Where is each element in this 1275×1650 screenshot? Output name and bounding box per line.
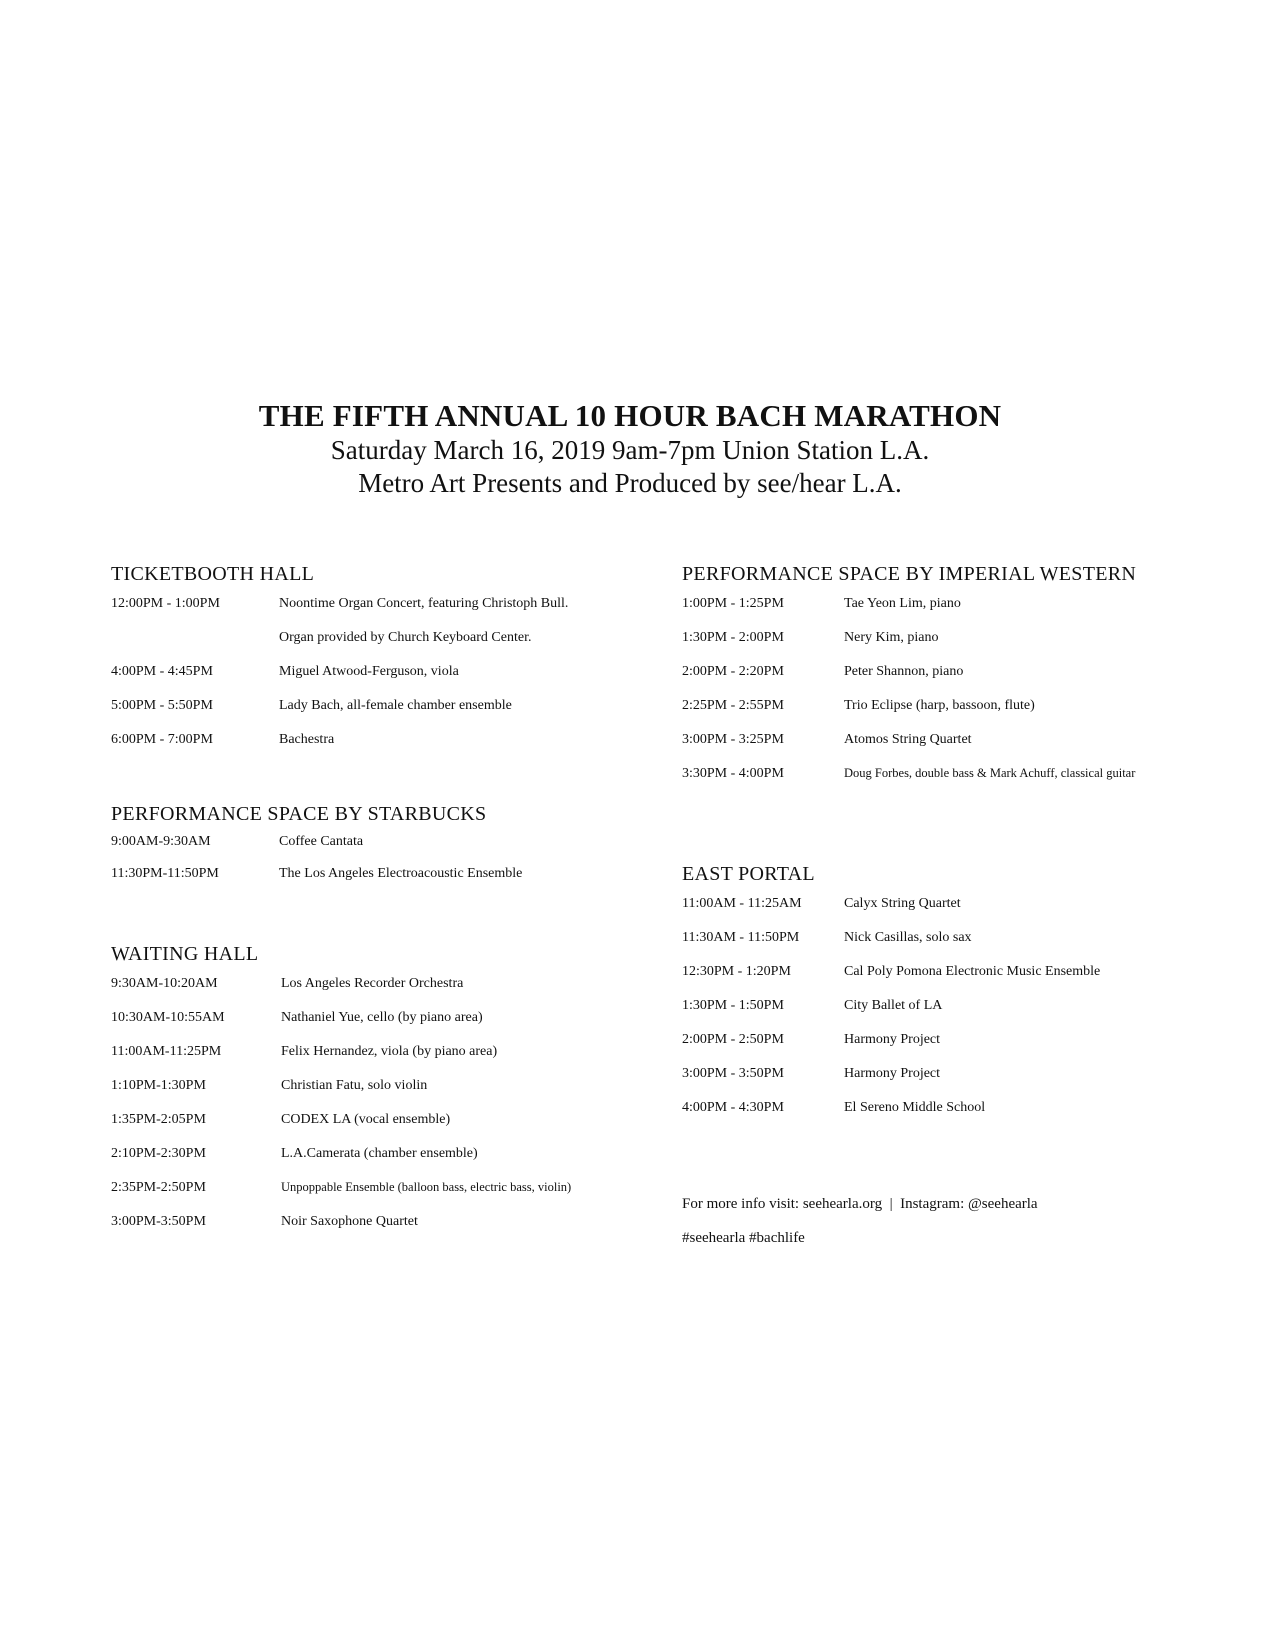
schedule-row <box>111 732 335 766</box>
event-title: THE FIFTH ANNUAL 10 HOUR BACH MARATHON <box>258 398 1002 433</box>
time-slot: 1:10PM-1:30PM <box>111 1078 206 1093</box>
section-title: TICKETBOOTH HALL <box>111 563 315 585</box>
performer: Doug Forbes, double bass & Mark Achuff, classical guitar <box>844 766 1136 780</box>
performer: Los Angeles Recorder Orchestra <box>281 976 464 991</box>
schedule-row <box>682 896 961 930</box>
performer: Harmony Project <box>844 1066 941 1081</box>
performer: Christian Fatu, solo violin <box>281 1078 428 1093</box>
schedule-row <box>111 1044 498 1078</box>
schedule-row <box>682 596 1136 630</box>
schedule-row <box>682 664 1136 698</box>
time-slot: 1:30PM - 2:00PM <box>682 630 784 645</box>
time-slot: 1:00PM - 1:25PM <box>682 596 784 611</box>
performer: Nick Casillas, solo sax <box>844 930 972 945</box>
time-slot: 5:00PM - 5:50PM <box>111 698 213 713</box>
time-slot: 1:35PM-2:05PM <box>111 1112 206 1127</box>
performer: Calyx String Quartet <box>844 896 961 911</box>
section-title: PERFORMANCE SPACE BY STARBUCKS <box>111 803 487 825</box>
schedule-row <box>111 866 523 898</box>
schedule-row <box>111 1214 418 1248</box>
time-slot: 11:30AM - 11:50PM <box>682 930 800 945</box>
time-slot: 1:30PM - 1:50PM <box>682 998 784 1013</box>
hashtags: #seehearla #bachlife <box>682 1230 805 1246</box>
time-slot: 12:00PM - 1:00PM <box>111 596 220 611</box>
section-ticketbooth-hall <box>111 562 569 766</box>
performer: Nathaniel Yue, cello (by piano area) <box>281 1010 483 1025</box>
performer: Nery Kim, piano <box>844 630 939 645</box>
schedule-row <box>111 664 459 698</box>
time-slot: 2:00PM - 2:50PM <box>682 1032 784 1047</box>
performer: Lady Bach, all-female chamber ensemble <box>279 698 512 713</box>
time-slot: 3:00PM-3:50PM <box>111 1214 206 1229</box>
time-slot: 11:00AM - 11:25AM <box>682 896 802 911</box>
performer: CODEX LA (vocal ensemble) <box>281 1112 451 1127</box>
schedule-row <box>111 596 569 630</box>
performer: Peter Shannon, piano <box>844 664 964 679</box>
schedule-row <box>682 1032 941 1066</box>
section-imperial-western <box>682 562 1136 800</box>
performer: Coffee Cantata <box>279 834 364 849</box>
time-slot: 11:30PM-11:50PM <box>111 866 219 881</box>
time-slot: 3:00PM - 3:50PM <box>682 1066 784 1081</box>
section-title: PERFORMANCE SPACE BY IMPERIAL WESTERN <box>682 563 1137 585</box>
schedule-row <box>682 998 943 1032</box>
time-slot: 4:00PM - 4:45PM <box>111 664 213 679</box>
performer: El Sereno Middle School <box>844 1100 986 1115</box>
schedule-row <box>682 1066 941 1100</box>
performer: Cal Poly Pomona Electronic Music Ensemble <box>844 964 1101 979</box>
schedule-row <box>682 930 972 964</box>
time-slot: 2:35PM-2:50PM <box>111 1180 206 1195</box>
performer: Felix Hernandez, viola (by piano area) <box>281 1044 498 1059</box>
more-info-line: For more info visit: seehearla.org | Instagram: @seehearla <box>682 1196 1038 1212</box>
schedule-row <box>111 1078 428 1112</box>
schedule-row <box>111 1112 451 1146</box>
schedule-row <box>682 630 1136 664</box>
schedule-row <box>682 698 1136 732</box>
schedule-row <box>111 976 464 1010</box>
section-east-portal <box>682 862 1101 1134</box>
schedule-row <box>682 964 1101 998</box>
performer: City Ballet of LA <box>844 998 943 1013</box>
time-slot: 2:10PM-2:30PM <box>111 1146 206 1161</box>
section-title: EAST PORTAL <box>682 863 815 885</box>
performer: Harmony Project <box>844 1032 941 1047</box>
time-slot: 2:00PM - 2:20PM <box>682 664 784 679</box>
performer: Tae Yeon Lim, piano <box>844 596 961 611</box>
section-waiting-hall <box>111 942 572 1248</box>
performer: Bachestra <box>279 732 335 747</box>
performer: Trio Eclipse (harp, bassoon, flute) <box>844 698 1035 713</box>
section-title: WAITING HALL <box>111 943 259 965</box>
time-slot: 11:00AM-11:25PM <box>111 1044 222 1059</box>
schedule-row <box>111 1180 572 1214</box>
schedule-row <box>682 732 1136 766</box>
poster-footer <box>682 1187 1038 1255</box>
schedule-row <box>682 766 1136 800</box>
performer: Miguel Atwood-Ferguson, viola <box>279 664 459 679</box>
performer: Atomos String Quartet <box>844 732 972 747</box>
poster-header <box>0 398 1260 500</box>
performer: L.A.Camerata (chamber ensemble) <box>281 1146 478 1161</box>
time-slot: 2:25PM - 2:55PM <box>682 698 784 713</box>
schedule-row <box>111 834 486 866</box>
performer: Organ provided by Church Keyboard Center. <box>279 630 532 645</box>
schedule-row <box>111 1010 483 1044</box>
section-starbucks <box>111 802 523 898</box>
schedule-row <box>682 1100 986 1134</box>
time-slot: 3:30PM - 4:00PM <box>682 766 784 781</box>
time-slot: 10:30AM-10:55AM <box>111 1010 225 1025</box>
schedule-row <box>111 698 512 732</box>
event-presenter-line: Metro Art Presents and Produced by see/hear L.A. <box>358 468 902 498</box>
schedule-row <box>111 630 532 664</box>
schedule-row <box>111 1146 478 1180</box>
performer: Noir Saxophone Quartet <box>281 1214 418 1229</box>
performer: Unpoppable Ensemble (balloon bass, electric bass, violin) <box>281 1180 572 1194</box>
time-slot: 4:00PM - 4:30PM <box>682 1100 784 1115</box>
time-slot: 9:30AM-10:20AM <box>111 976 218 991</box>
performer: Noontime Organ Concert, featuring Christoph Bull. <box>279 596 569 611</box>
performer: The Los Angeles Electroacoustic Ensemble <box>279 866 523 881</box>
time-slot: 9:00AM-9:30AM <box>111 834 211 849</box>
time-slot: 12:30PM - 1:20PM <box>682 964 791 979</box>
time-slot: 6:00PM - 7:00PM <box>111 732 213 747</box>
event-date-line: Saturday March 16, 2019 9am-7pm Union Station L.A. <box>330 435 930 465</box>
time-slot: 3:00PM - 3:25PM <box>682 732 784 747</box>
